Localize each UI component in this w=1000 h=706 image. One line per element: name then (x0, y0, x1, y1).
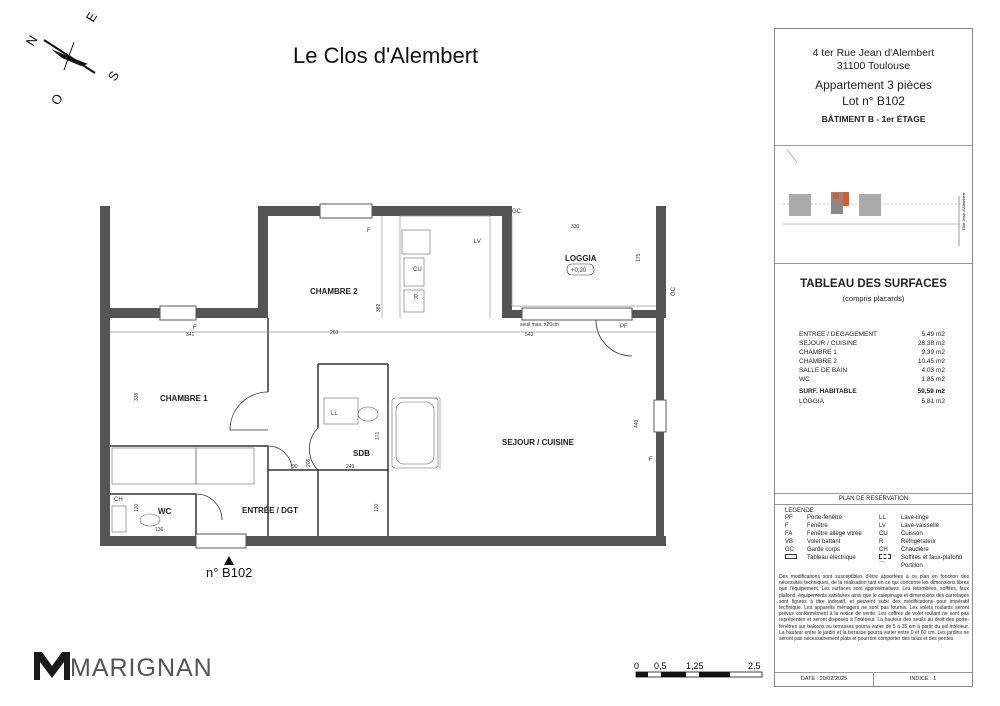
scale-label: 1,25 (686, 661, 704, 671)
dim: 90 (292, 464, 298, 470)
address-line-2: 31100 Toulouse (836, 60, 911, 72)
room-loggia: LOGGIA (565, 254, 597, 263)
index-label: INDICE : 1 (909, 676, 937, 682)
surface-table-subtitle: (compris placards) (842, 294, 905, 303)
dim: 136 (155, 527, 164, 533)
dim: 449 (634, 419, 640, 428)
dim: 543 (525, 332, 534, 338)
surface-table (775, 264, 972, 494)
lot-number: Lot n° B102 (842, 94, 905, 108)
room-chambre-2: CHAMBRE 2 (310, 287, 358, 296)
surface-table-title: TABLEAU DES SURFACES (800, 278, 947, 290)
tag: LV (474, 239, 481, 245)
tag: LL (331, 411, 338, 417)
dim: 120 (374, 503, 380, 512)
compass-west: O (47, 91, 66, 108)
dim: 206 (306, 458, 312, 467)
surface-row: SEJOUR / CUISINE 28,38 m2 (799, 340, 945, 347)
soffit-icon (879, 554, 901, 562)
dim: 175 (636, 253, 642, 262)
door-swings (196, 320, 632, 520)
address-block (775, 29, 972, 146)
room-wc: WC (158, 507, 172, 516)
compass-south: S (104, 68, 123, 84)
dim: 249 (346, 464, 355, 470)
surface-row: ENTREE / DEGAGEMENT 5,49 m2 (799, 331, 945, 338)
date-label: DATE : 20/02/2025 (775, 673, 874, 686)
legend-left: PF Porte-fenêtre F Fenêtre FA Fenêtre allège vitrée VB Volet battant GC Garde corps Tableau électrique (785, 515, 862, 561)
room-sdb: SDB (353, 449, 370, 458)
dim: 120 (134, 503, 140, 512)
panel-footer (775, 672, 972, 686)
tag: GC (671, 287, 677, 296)
room-chambre-1: CHAMBRE 1 (160, 394, 208, 403)
scale-label: 0,5 (654, 661, 667, 671)
tag: PF (620, 324, 628, 330)
dim: 338 (134, 392, 140, 401)
brand-name: MARIGNAN (70, 654, 213, 682)
surface-row: CHAMBRE 2 10,45 m2 (799, 358, 945, 365)
compass-icon (44, 40, 95, 73)
dim: 330 (571, 224, 580, 230)
tag: F (193, 325, 197, 331)
lot-label: n° B102 (206, 565, 253, 580)
compass-east: E (82, 9, 101, 25)
tag: CU (413, 267, 422, 273)
info-panel (774, 28, 973, 687)
gate-icon: ⌒ (879, 563, 886, 569)
legend-title: LEGENDE (785, 508, 814, 514)
scale-label: 0 (634, 661, 640, 671)
disclaimer-text: Des modifications sont susceptibles d'être apportées à ce plan en fonction des nécessités techniques, de la réalisation tant en ce qui concerne les dimensions libres que l'équipement. Les surfaces sont approximatives. Les retombées, soffites, faux plafond, équipements sanitaires ainsi que le calepinage et dimensions des carrelages sont figurés à titre indicatif, et peuvent subir des modifications pour impératif technique. Les appareils ménagers ne sont pas fournis. Les volets roulants seront prévus conformément à la notice de vente. Les coffres de volet roulant ne sont pas représentés et seront disposés à l'intérieur. La hauteur des seuils au droit des porte-fenêtres sur balcons ou terrasses pourra varier de 5 à 35 cm à partir du sol intérieur. La hauteur entre le jardin et la terrasse pourra varier entre 0 et 60 cm. Les jardins ne seront pas nécessairement plats et pourront comporter des talus et des pentes. (779, 574, 969, 643)
legend-section (775, 494, 972, 674)
tag: CH (114, 497, 123, 503)
compass-north: N (22, 32, 41, 49)
site-map (775, 146, 972, 264)
legend-right: LL Lave-linge LV Lave-vaisselle CU Cuisson R Réfrigérateur CH Chaudière Soffites et faux-plafond ⌒ Portillon (879, 515, 963, 569)
surface-row: SALLE DE BAIN 4,03 m2 (799, 367, 945, 374)
room-sejour: SEJOUR / CUISINE (502, 438, 575, 447)
dim: 171 (375, 431, 381, 440)
project-title: Le Clos d'Alembert (293, 43, 479, 68)
surface-row: CHAMBRE 1 9,39 m2 (799, 349, 945, 356)
street-label: Rue Jean d'Alembert (961, 192, 966, 230)
dim: 260 (330, 330, 339, 336)
tag: F (367, 228, 371, 234)
surface-loggia-row: LOGGIA 5,81 m2 (799, 398, 945, 405)
legend-header: PLAN DE RESERVATION (775, 494, 972, 505)
dim: 382 (376, 303, 382, 312)
partitions (110, 318, 388, 536)
room-entree: ENTRÉE / DGT (242, 506, 299, 515)
loggia-level: +0,20 (571, 268, 587, 274)
address-line-1: 4 ter Rue Jean d'Alembert (812, 47, 935, 59)
electric-panel-icon (785, 554, 807, 562)
tag: R (414, 295, 419, 301)
entrance-arrow-icon (224, 556, 234, 565)
dim: 341 (186, 332, 195, 338)
scale-bar (636, 672, 762, 677)
tag: GC (512, 209, 521, 215)
tag: seuil max. ±20cm (520, 322, 559, 328)
scale-label: 2,5 (748, 661, 761, 671)
apartment-type: Appartement 3 pièces (815, 78, 932, 92)
tag: F (649, 457, 653, 463)
surface-total-row: SURF. HABITABLE 59,59 m2 (799, 388, 945, 395)
building-floor: BÂTIMENT B - 1er ÉTAGE (821, 114, 926, 124)
brand-logo (34, 652, 213, 682)
surface-row: WC 1,85 m2 (799, 376, 945, 383)
